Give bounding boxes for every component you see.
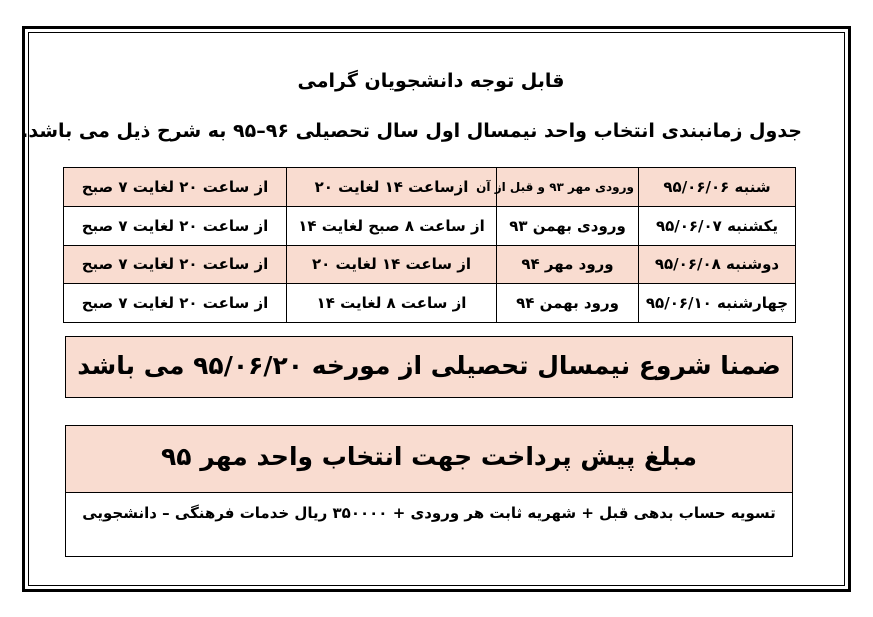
- table-row: [64, 168, 796, 207]
- time2-cell: از ساعت ۲۰ لغایت ۷ صبح: [64, 168, 287, 207]
- table-row: [64, 284, 796, 323]
- group-cell: ورود مهر ۹۴: [497, 245, 639, 284]
- time2-cell: از ساعت ۲۰ لغایت ۷ صبح: [64, 284, 287, 323]
- day-cell: دوشنبه ۹۵/۰۶/۰۸: [639, 245, 796, 284]
- time1-cell: از ساعت ۸ لغایت ۱۴: [287, 284, 497, 323]
- day-cell: شنبه ۹۵/۰۶/۰۶: [639, 168, 796, 207]
- table-row: [64, 245, 796, 284]
- time1-cell: از ساعت ۱۴ لغایت ۲۰: [287, 245, 497, 284]
- day-cell: چهارشنبه ۹۵/۰۶/۱۰: [639, 284, 796, 323]
- semester-start-note: ضمنا شروع نیمسال تحصیلی از مورخه ۹۵/۰۶/۲۰ می باشد: [65, 336, 793, 398]
- time2-cell: از ساعت ۲۰ لغایت ۷ صبح: [64, 245, 287, 284]
- prepayment-title: مبلغ پیش پرداخت جهت انتخاب واحد مهر ۹۵: [66, 426, 792, 493]
- time1-cell: ازساعت ۱۴ لغایت ۲۰: [287, 168, 497, 207]
- prepayment-box: [65, 425, 793, 557]
- notice-title: قابل توجه دانشجویان گرامی: [297, 70, 565, 92]
- schedule-subtitle: جدول زمانبندی انتخاب واحد نیمسال اول سال تحصیلی ۹۶–۹۵ به شرح ذیل می باشد.: [21, 120, 802, 142]
- time1-cell: از ساعت ۸ صبح لغایت ۱۴: [287, 206, 497, 245]
- schedule-table: [63, 167, 796, 323]
- day-cell: یکشنبه ۹۵/۰۶/۰۷: [639, 206, 796, 245]
- prepayment-description: تسویه حساب بدهی قبل + شهریه ثابت هر ورودی + ۳۵۰۰۰۰ ریال خدمات فرهنگی – دانشجویی: [82, 504, 776, 522]
- group-cell: ورود بهمن ۹۴: [497, 284, 639, 323]
- table-row: [64, 206, 796, 245]
- time2-cell: از ساعت ۲۰ لغایت ۷ صبح: [64, 206, 287, 245]
- group-cell: ورودی بهمن ۹۳: [497, 206, 639, 245]
- group-cell: ورودی مهر ۹۳ و قبل از آن: [497, 168, 639, 207]
